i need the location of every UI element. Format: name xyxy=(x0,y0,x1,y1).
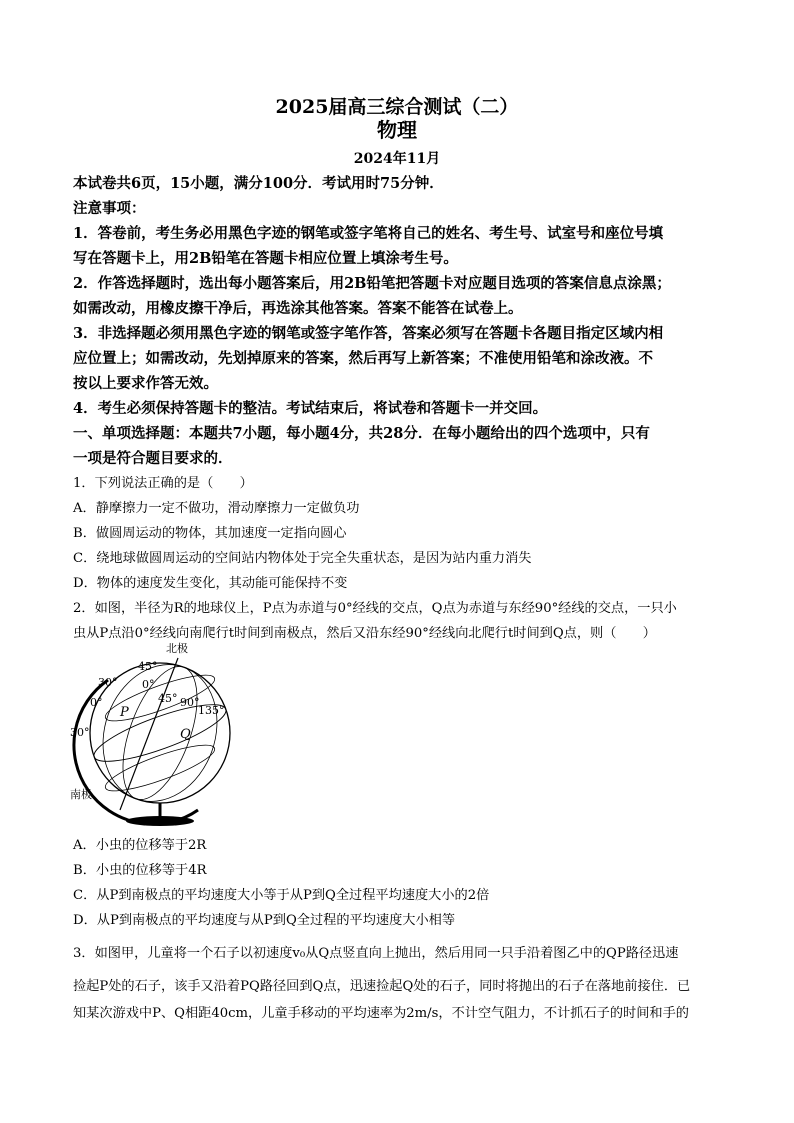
meridian-0 xyxy=(108,657,212,809)
point-q-label: Q xyxy=(180,727,191,742)
question-2-option-c: C．从P到南极点的平均速度大小等于从P到Q全过程平均速度大小的2倍 xyxy=(73,888,490,903)
stand-base xyxy=(126,816,194,826)
question-2-option-a: A．小虫的位移等于2R xyxy=(73,838,207,853)
notice-heading: 注意事项： xyxy=(73,200,146,217)
question-2-stem-line2: 虫从P点沿0°经线向南爬行t时间到南极点，然后又沿东经90°经线向北爬行t时间到Q点，则（ ） xyxy=(73,626,656,641)
notice-line: 4．考生必须保持答题卡的整洁。考试结束后，将试卷和答题卡一并交回。 xyxy=(73,400,548,417)
question-3-line: 捡起P处的石子，该手又沿着PQ路径回到Q点，迅速捡起Q处的石子，同时将抛出的石子在落地前接住．已 xyxy=(73,979,691,994)
question-3-line: 3．如图甲，儿童将一个石子以初速度v₀从Q点竖直向上抛出，然后用同一只手沿着图乙中的QP路径迅速 xyxy=(73,946,679,961)
notice-line: 按以上要求作答无效。 xyxy=(73,375,218,392)
lon-45-label: 45° xyxy=(158,692,178,705)
exam-title: 2025届高三综合测试（二） xyxy=(275,96,519,118)
notice-line: 应位置上；如需改动，先划掉原来的答案，然后再写上新答案；不准使用铅笔和涂改液。不 xyxy=(73,350,653,367)
notice-line: 2．作答选择题时，选出每小题答案后，用2B铅笔把答题卡对应题目选项的答案信息点涂黑； xyxy=(73,275,671,292)
question-1-option-b: B．做圆周运动的物体，其加速度一定指向圆心 xyxy=(73,526,347,541)
subject-title: 物理 xyxy=(377,118,417,142)
notice-line: 1．答卷前，考生务必用黑色字迹的钢笔或签字笔将自己的姓名、考生号、试室号和座位号填 xyxy=(73,225,664,242)
lat-30-north-label: 30° xyxy=(98,676,118,689)
section-heading: 一、单项选择题：本题共7小题，每小题4分，共28分．在每小题给出的四个选项中，只有 xyxy=(73,425,650,442)
globe-figure xyxy=(68,638,243,828)
section-heading-cont: 一项是符合题目要求的． xyxy=(73,450,233,467)
notice-line: 如需改动，用橡皮擦干净后，再选涂其他答案。答案不能答在试卷上。 xyxy=(73,300,523,317)
lat-30-south-label: 30° xyxy=(70,726,90,739)
lon-135-label: 135° xyxy=(198,704,225,717)
question-3-line: 知某次游戏中P、Q相距40cm，儿童手移动的平均速率为2m/s，不计空气阻力，不计抓石子的时间和手的 xyxy=(73,1006,689,1021)
north-pole-label: 北极 xyxy=(166,642,188,655)
lat-0-label: 0° xyxy=(90,696,103,709)
question-2-option-d: D．从P到南极点的平均速度与从P到Q全过程的平均速度大小相等 xyxy=(73,913,456,928)
question-1-stem: 1．下列说法正确的是（ ） xyxy=(73,476,253,491)
south-pole-label: 南极 xyxy=(70,788,92,801)
lat-45-label: 45° xyxy=(138,660,158,673)
meridian-90 xyxy=(84,648,235,817)
question-1-option-d: D．物体的速度发生变化，其动能可能保持不变 xyxy=(73,576,348,591)
lon-90-label: 90° xyxy=(180,696,200,709)
question-2-option-b: B．小虫的位移等于4R xyxy=(73,863,207,878)
notice-line: 3．非选择题必须用黑色字迹的钢笔或签字笔作答，答案必须写在答题卡各题目指定区域内相 xyxy=(73,325,664,342)
question-2-stem-line1: 2．如图，半径为R的地球仪上，P点为赤道与0°经线的交点，Q点为赤道与东经90°经线的交点，一只小 xyxy=(73,601,677,616)
question-1-option-c: C．绕地球做圆周运动的空间站内物体处于完全失重状态，是因为站内重力消失 xyxy=(73,551,532,566)
question-1-option-a: A．静摩擦力一定不做功，滑动摩擦力一定做负功 xyxy=(73,501,360,516)
exam-intro: 本试卷共6页，15小题，满分100分．考试用时75分钟． xyxy=(73,175,444,192)
point-p-label: P xyxy=(120,705,129,720)
notice-line: 写在答题卡上，用2B铅笔在答题卡相应位置上填涂考生号。 xyxy=(73,250,458,267)
lon-0-label: 0° xyxy=(142,678,155,691)
exam-date: 2024年11月 xyxy=(353,151,441,167)
